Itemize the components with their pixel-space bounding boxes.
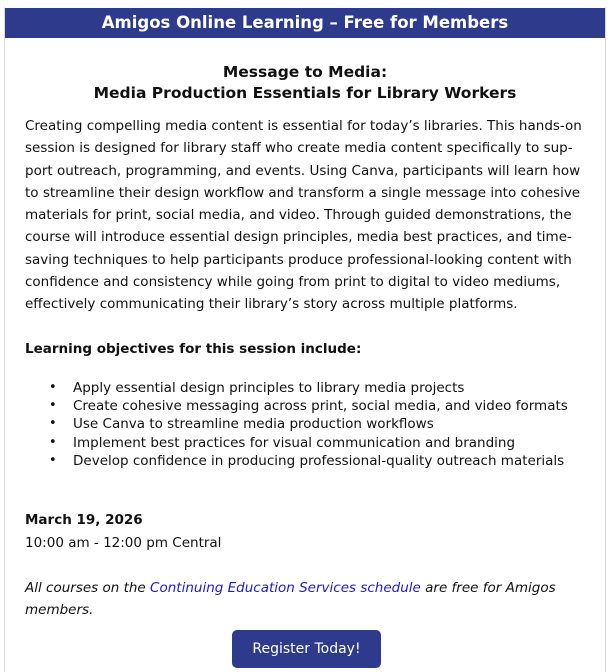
description-line: port outreach, programming, and events. Using Canva, participants will learn how — [25, 162, 581, 179]
objective-text: Implement best practices for visual communication and branding — [73, 434, 516, 451]
objective-item — [25, 379, 568, 397]
description-line: to streamline their design workflow and transform a single message into cohesive — [25, 184, 581, 201]
objective-item — [25, 397, 568, 415]
bullet-icon: • — [49, 380, 57, 395]
session-date: March 19, 2026 — [25, 512, 143, 528]
bullet-icon: • — [49, 434, 57, 450]
objectives-heading: Learning objectives for this session include: — [25, 341, 362, 357]
objective-text: Apply essential design principles to library media projects — [73, 380, 465, 396]
bullet-icon: • — [49, 452, 57, 468]
note-line-2: members. — [25, 602, 94, 619]
session-time: 10:00 am - 12:00 pm Central — [25, 535, 222, 551]
objectives-list — [25, 379, 568, 470]
description-line: Creating compelling media content is essential for today’s libraries. This hands-on — [25, 118, 582, 134]
note-suffix: are free for Amigos — [420, 580, 556, 596]
description-line: materials for print, social media, and video. Through guided demonstrations, the — [25, 207, 572, 224]
course-title-line1: Message to Media: — [222, 63, 388, 81]
description-line: saving techniques to help participants produce professional-looking content with — [25, 251, 572, 268]
objective-item — [25, 434, 568, 452]
bullet-icon: • — [49, 398, 57, 414]
objective-item — [25, 452, 568, 470]
description-line: session is designed for library staff who create media content specifically to sup- — [25, 140, 573, 157]
objective-text: Create cohesive messaging across print, social media, and video formats — [73, 398, 568, 415]
schedule-link[interactable]: Continuing Education Services schedule — [150, 580, 421, 596]
note-prefix: All courses on the — [25, 580, 151, 596]
objective-text: Develop confidence in producing professional-quality outreach materials — [73, 452, 565, 469]
membership-note — [25, 577, 593, 622]
objective-text: Use Canva to streamline media production workflows — [73, 416, 434, 433]
description-line: effectively communicating their library’s story across multiple platforms. — [25, 296, 518, 313]
note-line — [25, 577, 593, 599]
description-line: course will introduce essential design principles, media best practices, and time- — [25, 229, 572, 246]
description-line: confidence and consistency while going from print to digital to video mediums, — [25, 274, 561, 291]
course-description — [25, 115, 593, 316]
course-title-line2: Media Production Essentials for Library Workers — [93, 84, 517, 102]
header-banner: Amigos Online Learning – Free for Members — [5, 8, 605, 38]
register-button[interactable]: Register Today! — [232, 630, 381, 668]
objective-item — [25, 415, 568, 433]
bullet-icon: • — [49, 416, 57, 432]
